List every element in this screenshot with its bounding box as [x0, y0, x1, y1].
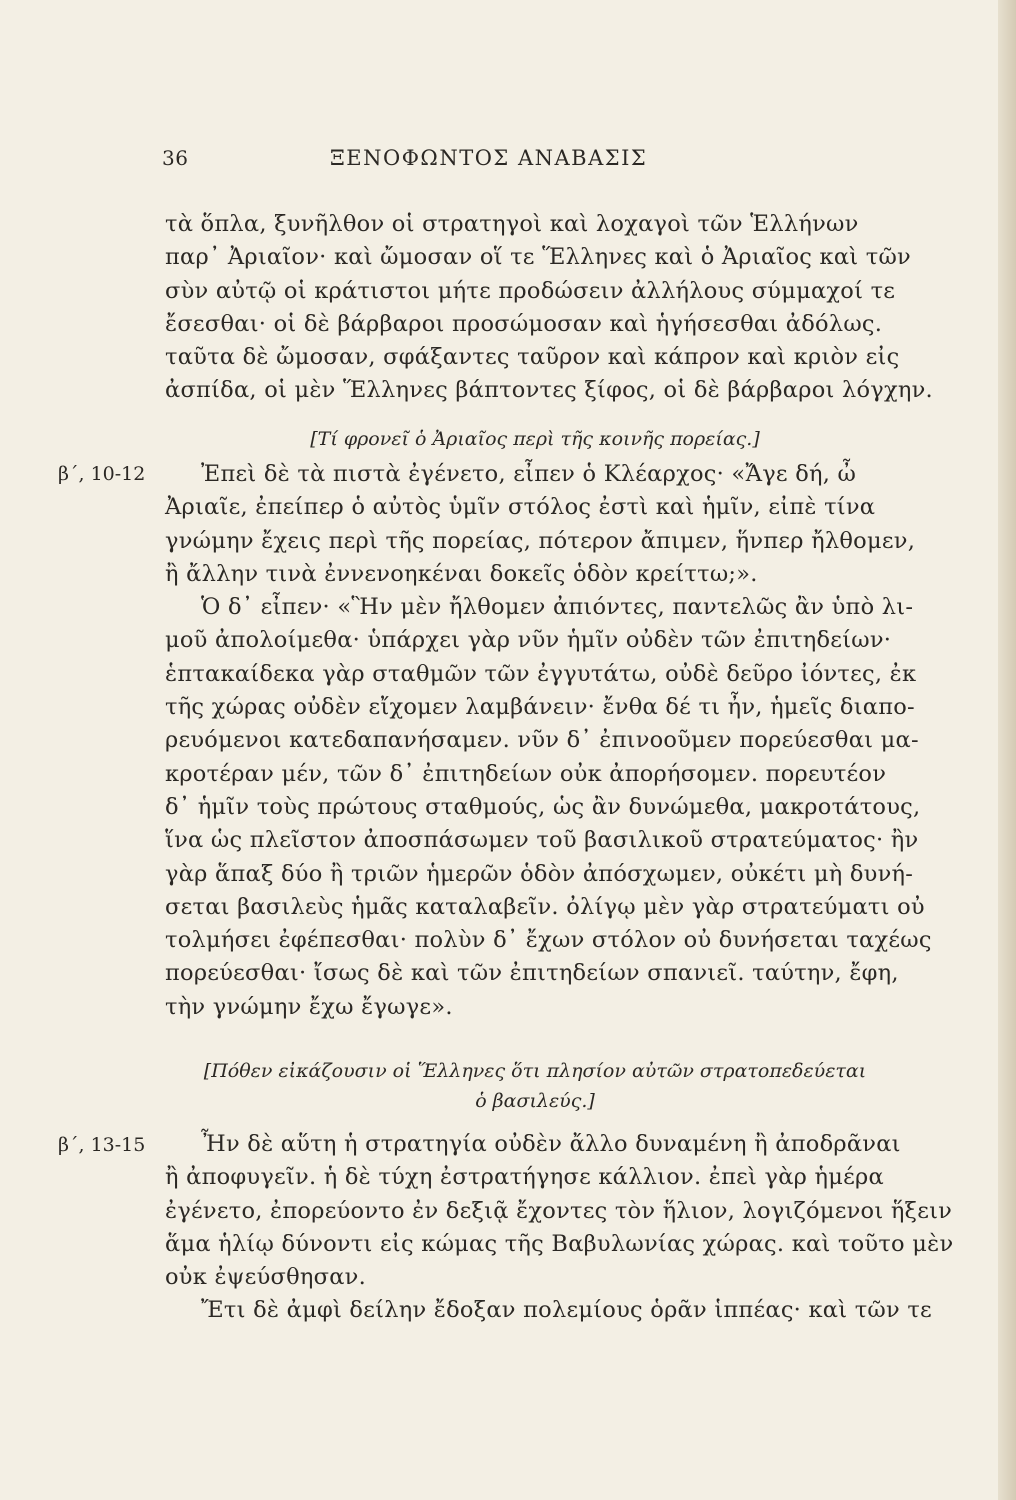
text-line: παρ᾽ Ἀριαῖον· καὶ ὤμοσαν οἵ τε Ἕλληνες καὶ ὁ Ἀριαῖος καὶ τῶν	[165, 244, 911, 271]
text-line: ἀσπίδα, οἱ μὲν Ἕλληνες βάπτοντες ξίφος, οἱ δὲ βάρβαροι λόγχην.	[165, 377, 933, 404]
margin-reference: β΄, 13-15	[58, 1134, 146, 1156]
text-line: ἐγένετο, ἐπορεύοντο ἐν δεξιᾷ ἔχοντες τὸν ἥλιον, λογιζόμενοι ἥξειν	[165, 1197, 953, 1224]
text-line: κροτέραν μέν, τῶν δ᾽ ἐπιτηδείων οὐκ ἀπορήσομεν. πορευτέον	[165, 760, 887, 787]
text-line: τὰ ὅπλα, ξυνῆλθον οἱ στρατηγοὶ καὶ λοχαγοὶ τῶν Ἑλλήνων	[165, 211, 859, 237]
running-title: ΞΕΝΟΦΩΝΤΟΣ ΑΝΑΒΑΣΙΣ	[330, 146, 648, 170]
text-line: ρευόμενοι κατεδαπανήσαμεν. νῦν δ᾽ ἐπινοοῦμεν πορεύεσθαι μα-	[165, 727, 919, 754]
text-line: τολμήσει ἐφέπεσθαι· πολὺν δ᾽ ἔχων στόλον οὐ δυνήσεται ταχέως	[165, 927, 932, 954]
text-line: ἔσεσθαι· οἱ δὲ βάρβαροι προσώμοσαν καὶ ἡγήσεσθαι ἀδόλως.	[165, 310, 883, 337]
text-line: δ᾽ ἡμῖν τοὺς πρώτους σταθμούς, ὡς ἂν δυνώμεθα, μακροτάτους,	[165, 793, 921, 820]
paragraph-clearchus	[165, 458, 932, 1024]
text-line: πορεύεσθαι· ἴσως δὲ καὶ τῶν ἐπιτηδείων σπανιεῖ. ταύτην, ἔφη,	[165, 960, 899, 987]
text-line: Ἦν δὲ αὕτη ἡ στρατηγία οὐδὲν ἄλλο δυναμένη ἢ ἀποδρᾶναι	[201, 1131, 901, 1157]
text-line: Ἔτι δὲ ἀμφὶ δείλην ἔδοξαν πολεμίους ὁρᾶν ἱππέας· καὶ τῶν τε	[201, 1297, 932, 1324]
text-line: μοῦ ἀπολοίμεθα· ὑπάρχει γὰρ νῦν ἡμῖν οὐδὲν τῶν ἐπιτηδείων·	[165, 627, 892, 654]
text-line: σὺν αὐτῷ οἱ κράτιστοι μήτε προδώσειν ἀλλήλους σύμμαχοί τε	[165, 277, 896, 304]
text-line: ἵνα ὡς πλεῖστον ἀποσπάσωμεν τοῦ βασιλικοῦ στρατεύματος· ἢν	[165, 827, 919, 854]
text-line: τὴν γνώμην ἔχω ἔγωγε».	[165, 993, 453, 1020]
text-line: τῆς χώρας οὐδὲν εἴχομεν λαμβάνειν· ἔνθα δέ τι ἦν, ἡμεῖς διαπο-	[165, 694, 915, 721]
text-line: οὐκ ἐψεύσθησαν.	[165, 1264, 367, 1291]
heading-line: ὁ βασιλεύς.]	[475, 1090, 595, 1112]
text-line: ἑπτακαίδεκα γὰρ σταθμῶν τῶν ἐγγυτάτω, οὐδὲ δεῦρο ἰόντες, ἐκ	[165, 660, 917, 687]
text-line: Ὁ δ᾽ εἶπεν· «Ἣν μὲν ἤλθομεν ἀπιόντες, παντελῶς ἂν ὑπὸ λι-	[201, 594, 914, 621]
section-heading-ariaeus: [Τί φρονεῖ ὁ Ἀριαῖος περὶ τῆς κοινῆς πορείας.]	[310, 428, 760, 450]
margin-reference: β΄, 10-12	[58, 463, 146, 485]
running-header	[0, 146, 1016, 180]
text-line: σεται βασιλεὺς ἡμᾶς καταλαβεῖν. ὀλίγῳ μὲν γὰρ στρατεύματι οὐ	[165, 893, 925, 920]
text-line: ταῦτα δὲ ὤμοσαν, σφάξαντες ταῦρον καὶ κάπρον καὶ κριὸν εἰς	[165, 344, 900, 371]
page-number: 36	[162, 146, 189, 170]
text-line: ἅμα ἡλίῳ δύνοντι εἰς κώμας τῆς Βαβυλωνίας χώρας. καὶ τοῦτο μὲν	[165, 1230, 954, 1257]
paragraph-march	[165, 1128, 954, 1328]
text-line: Ἐπεὶ δὲ τὰ πιστὰ ἐγένετο, εἶπεν ὁ Κλέαρχος· «Ἄγε δή, ὦ	[201, 461, 857, 487]
text-line: Ἀριαῖε, ἐπείπερ ὁ αὐτὸς ὑμῖν στόλος ἐστὶ καὶ ἡμῖν, εἰπὲ τίνα	[165, 494, 876, 521]
text-line: ἢ ἄλλην τινὰ ἐννενοηκέναι δοκεῖς ὁδὸν κρείττω;».	[165, 560, 758, 587]
paragraph-oath	[165, 208, 933, 408]
text-line: γὰρ ἅπαξ δύο ἢ τριῶν ἡμερῶν ὁδὸν ἀπόσχωμεν, οὐκέτι μὴ δυνή-	[165, 860, 914, 887]
heading-line: [Πόθεν εἰκάζουσιν οἱ Ἕλληνες ὅτι πλησίον αὐτῶν στρατοπεδεύεται	[203, 1060, 867, 1082]
text-line: ἢ ἀποφυγεῖν. ἡ δὲ τύχη ἐστρατήγησε κάλλιον. ἐπεὶ γὰρ ἡμέρα	[165, 1164, 884, 1191]
text-line: γνώμην ἔχεις περὶ τῆς πορείας, πότερον ἄπιμεν, ἥνπερ ἤλθομεν,	[165, 527, 916, 554]
page-edge	[998, 0, 1016, 1500]
section-heading-king	[175, 1056, 895, 1116]
